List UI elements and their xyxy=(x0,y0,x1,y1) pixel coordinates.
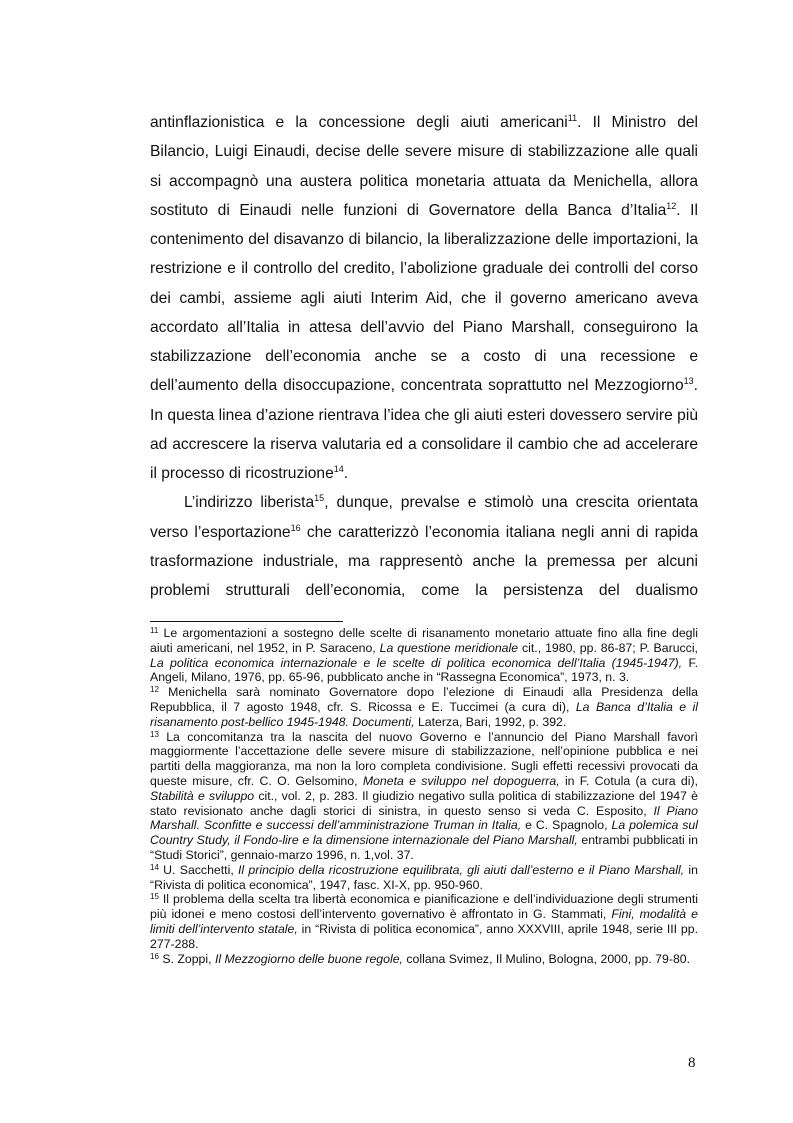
footnote-title: La Banca d’Italia e il risanamento post-bellico 1945-1948. Documenti, xyxy=(150,699,698,729)
footnote-text: entrambi pubblicati in “Studi Storici”, gennaio-marzo 1996, n. 1,vol. 37. xyxy=(150,833,698,862)
footnote-title: La questione meridionale xyxy=(379,640,519,655)
footnote-title: Il principio della ricostruzione equilibrata, gli aiuti dall’esterno e il Piano Marshall, xyxy=(238,862,685,877)
body-text xyxy=(150,108,698,605)
text-run: . Il contenimento del disavanzo di bilancio, la liberalizzazione delle importazioni, la restrizione e il controllo del credito, l’abolizione graduale dei controlli del corso dei cambi, assieme agli aiuti Interim Aid, che il governo americano aveva accordato all’Italia in attesa dell’avvio del Piano Marshall, conseguirono la stabilizzazione dell’economia anche se a costo di una recessione e dell’aumento della disoccupazione, concentrata soprattutto nel Mezzogiorno xyxy=(150,201,698,395)
text-run: L’indirizzo liberista xyxy=(184,494,315,512)
footnote-text: in “Rivista di politica economica”, 1947, fasc. XI-X, pp. 950-960. xyxy=(150,862,698,892)
footnote-text: collana Svimez, Il Mulino, Bologna, 2000, pp. 79-80. xyxy=(402,951,691,966)
footnote-number: 13 xyxy=(150,729,159,739)
footnote-title: Stabilità e sviluppo xyxy=(150,788,255,803)
footnote-number: 11 xyxy=(150,626,159,635)
footnote-15 xyxy=(150,892,698,951)
footnote-ref-16[interactable]: 16 xyxy=(290,522,301,533)
footnote-separator xyxy=(150,621,343,622)
footnote-number: 15 xyxy=(150,892,159,902)
footnote-11 xyxy=(150,626,698,685)
footnote-12 xyxy=(150,685,698,729)
footnote-text: La concomitanza tra la nascita del nuovo Governo e l’annuncio del Piano Marshall favorì maggiormente l’accettazione delle severe misure di stabilizzazione, nell’opinione pubblica e nei partiti della maggioranza, ma non la loro completa condivisione. Sugli effetti recessivi provocati da queste misure, cfr. C. O. Gelsomino, xyxy=(150,729,698,788)
footnote-13 xyxy=(150,730,698,863)
footnote-text: in “Rivista di politica economica”, anno XXXVIII, aprile 1948, serie III pp. 277-288. xyxy=(150,921,699,951)
footnotes xyxy=(150,626,698,966)
footnote-text: in F. Cotula (a cura di), xyxy=(559,773,698,788)
footnote-number: 16 xyxy=(150,951,159,961)
footnote-ref-15[interactable]: 15 xyxy=(314,493,325,504)
text-run: . xyxy=(343,465,349,482)
text-run: . Il Ministro del Bilancio, Luigi Einaudi, decise delle severe misure di stabilizzazione alle quali si accompagnò una austera politica monetaria attuata da Menichella, allora sostituto di Einaudi nelle funzioni di Governatore della Banca d’Italia xyxy=(150,114,699,219)
footnote-ref-12[interactable]: 12 xyxy=(666,200,677,211)
footnote-title: Fini, modalità e limiti dell’intervento statale, xyxy=(150,907,698,936)
footnote-ref-11[interactable]: 11 xyxy=(567,112,578,123)
text-run: . In questa linea d’azione rientrava l’idea che gli aiuti esteri dovessero servire più ad accrescere la riserva valutaria ed a consolidare il cambio che ad accelerare il processo di ricostruzione xyxy=(150,377,698,482)
footnote-text: Menichella sarà nominato Governatore dopo l’elezione di Einaudi alla Presidenza della Repubblica, il 7 agosto 1948, cfr. S. Ricossa e E. Tuccimei (a cura di), xyxy=(150,685,698,714)
text-run: che caratterizzò l’economia italiana negli anni di rapida trasformazione industriale, ma rappresentò anche la premessa per alcuni problemi strutturali dell’economia, come la persistenza del dualismo xyxy=(150,523,698,599)
footnote-ref-14[interactable]: 14 xyxy=(333,463,344,474)
footnote-title: La polemica sul Country Study, il Fondo-lire e la dimensione internazionale del Piano Marshall, xyxy=(150,818,698,848)
footnote-text: cit., vol. 2, p. 283. Il giudizio negativo sulla politica di stabilizzazione del 1947 è stato revisionato anche dagli storici di sinistra, in questo senso si veda C. Esposito, xyxy=(150,788,698,818)
text-run: , dunque, prevalse e stimolò una crescita orientata verso l’esportazione xyxy=(150,494,698,541)
footnote-text: U. Sacchetti, xyxy=(158,862,239,877)
footnote-number: 12 xyxy=(150,685,159,695)
footnote-ref-13[interactable]: 13 xyxy=(683,376,694,387)
paragraph-1 xyxy=(150,108,698,488)
footnote-text: e C. Spagnolo, xyxy=(521,818,612,833)
footnote-16 xyxy=(150,952,698,967)
footnote-title: La politica economica internazionale e le scelte di politica economica dell’Italia (1945-1947), xyxy=(150,655,683,670)
footnote-14 xyxy=(150,863,698,893)
footnote-number: 14 xyxy=(150,862,159,872)
text-run: antinflazionistica e la concessione degli aiuti americani xyxy=(150,114,568,131)
footnote-text: F. Angeli, Milano, 1976, pp. 65-96, pubblicato anche in “Rassegna Economica”, 1973, n. 3. xyxy=(150,655,699,685)
footnote-text: Il problema della scelta tra libertà economica e pianificazione e dell’individuazione degli strumenti più idonei e meno costosi dell’intervento governativo è affrontato in G. Stammati, xyxy=(150,892,698,922)
footnote-text: Le argomentazioni a sostegno delle scelte di risanamento monetario attuate fino alla fine degli aiuti americani, nel 1952, in P. Saraceno, xyxy=(150,626,698,655)
footnote-text: Laterza, Bari, 1992, p. 392. xyxy=(414,714,567,729)
footnote-title: Moneta e sviluppo nel dopoguerra, xyxy=(362,773,560,788)
footnote-title: Il Mezzogiorno delle buone regole, xyxy=(214,951,403,966)
paragraph-2 xyxy=(150,488,698,605)
footnote-title: Il Piano Marshall. Sconfitte e successi dell’amministrazione Truman in Italia, xyxy=(150,803,698,833)
footnote-text: S. Zoppi, xyxy=(158,951,215,966)
page-number: 8 xyxy=(688,1055,696,1071)
footnote-text: cit., 1980, pp. 86-87; P. Barucci, xyxy=(518,640,698,655)
